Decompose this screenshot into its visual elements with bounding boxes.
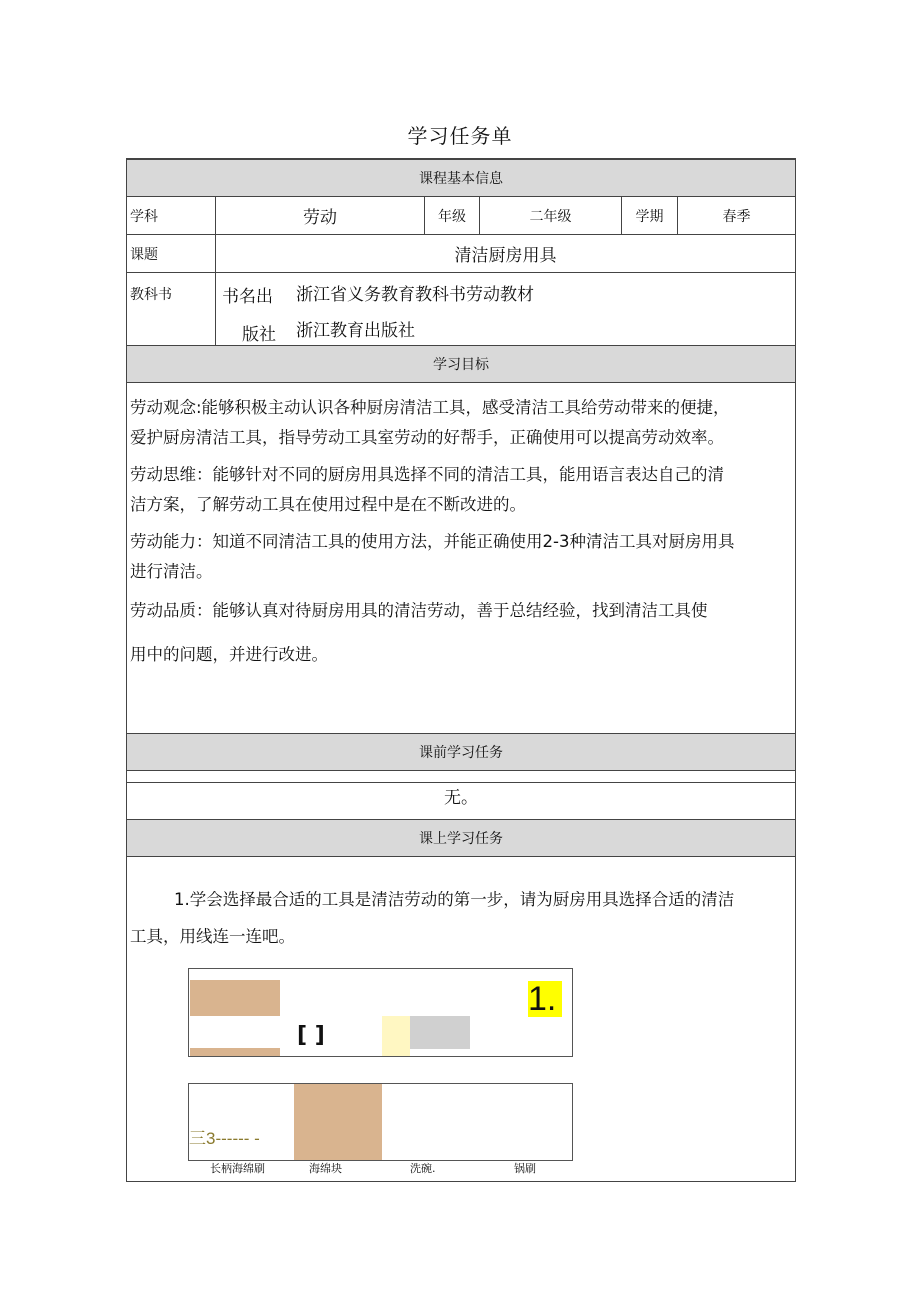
grade-value: 二年级: [529, 208, 572, 225]
objective-line: 劳动品质：能够认真对待厨房用具的清洁劳动，善于总结经验，找到清洁工具使: [130, 601, 708, 620]
term-value: 春季: [722, 208, 751, 225]
book-name-label: 书名出: [222, 286, 273, 307]
term-label: 学期: [635, 208, 664, 225]
sponge-block-icon: [294, 1084, 382, 1160]
scribble-mark: 三3------ -: [189, 1129, 260, 1148]
section-pre-task: 课前学习任务: [127, 733, 795, 771]
objective-line: 劳动思维：能够针对不同的厨房用具选择不同的清洁工具，能用语言表达自己的清: [130, 465, 724, 484]
row-divider: [127, 272, 795, 273]
objective-line: 进行清洁。: [130, 562, 213, 581]
gray-block-icon: [410, 1016, 470, 1049]
objective-line: 劳动能力：知道不同清洁工具的使用方法，并能正确使用2-3种清洁工具对厨房用具: [130, 532, 735, 551]
objective-line: 用中的问题，并进行改进。: [130, 645, 328, 664]
cleaning-tools-image: [188, 1083, 573, 1161]
kitchen-items-image: [188, 968, 573, 1057]
task-line: 工具，用线连一连吧。: [130, 927, 295, 946]
subject-label: 学科: [130, 208, 158, 225]
book-name-value: 浙江省义务教育教科书劳动教材: [296, 284, 534, 305]
subject-value: 劳动: [303, 208, 337, 228]
tan-block-icon: [190, 980, 280, 1016]
objectives-text: [130, 393, 792, 670]
topic-value: 清洁厨房用具: [454, 246, 557, 266]
bracket-mark: [ ]: [297, 1023, 325, 1048]
pale-yellow-block-icon: [382, 1016, 410, 1056]
topic-label: 课题: [130, 246, 158, 263]
page-title: 学习任务单: [407, 124, 513, 148]
objective-line: 爱护厨房清洁工具，指导劳动工具室劳动的好帮手，正确使用可以提高劳动效率。: [130, 428, 724, 447]
tool-caption: 长柄海绵刷: [210, 1162, 265, 1175]
tool-caption: 锅刷: [514, 1162, 536, 1175]
tan-strip-icon: [190, 1048, 280, 1056]
tool-caption: 海绵块: [309, 1162, 342, 1175]
publisher-value: 浙江教育出版社: [296, 320, 415, 341]
publisher-label: 版社: [242, 324, 276, 345]
number-label: 1.: [528, 981, 562, 1017]
section-objectives: 学习目标: [127, 345, 795, 383]
objective-line: 劳动观念:能够积极主动认识各种厨房清洁工具，感受清洁工具给劳动带来的便捷，: [130, 398, 730, 417]
pre-task-content: 无。: [444, 787, 478, 808]
tool-caption: 洗碗.: [410, 1162, 436, 1175]
objective-line: 洁方案，了解劳动工具在使用过程中是在不断改进的。: [130, 495, 526, 514]
in-class-task-text-2: [130, 922, 792, 952]
section-basic-info: 课程基本信息: [127, 159, 795, 197]
section-in-class-task: 课上学习任务: [127, 819, 795, 857]
task-line: 1.学会选择最合适的工具是清洁劳动的第一步，请为厨房用具选择合适的清洁: [174, 890, 735, 909]
textbook-label: 教科书: [130, 287, 172, 303]
in-class-task-text: [130, 885, 792, 915]
grade-label: 年级: [438, 208, 466, 225]
